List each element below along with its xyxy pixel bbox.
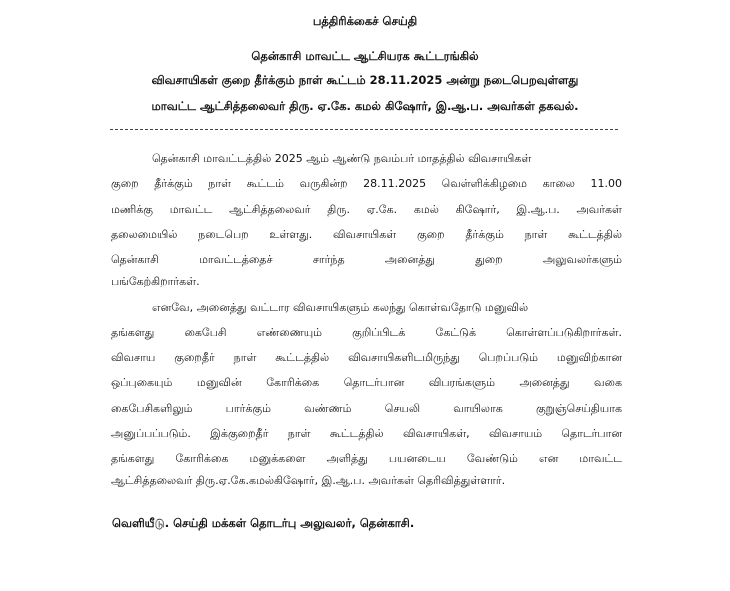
paragraph-1-line-2: குறை தீர்க்கும் நாள் கூட்டம் வருகின்ற 28.11.2025 வெள்ளிக்கிழமை காலை 11.00 — [111, 177, 622, 190]
document-subtitle-line-2: மாவட்ட ஆட்சித்தலைவர் திரு. ஏ.கே. கமல் கிஷோர், இ.ஆ.ப. அவர்கள் தகவல். — [151, 99, 579, 113]
paragraph-2-line-2: தங்களது கைபேசி எண்ணையும் குறிப்பிடக் கேட்டுக் கொள்ளப்படுகிறார்கள். — [111, 326, 622, 339]
paragraph-2-line-3: விவசாய குறைதீர் நாள் கூட்டத்தில் விவசாயிகளிடமிருந்து பெறப்படும் மனுவிற்கான — [111, 351, 622, 364]
paragraph-2-line-1: எனவே, அனைத்து வட்டார விவசாயிகளும் கலந்து கொள்வதோடு மனுவில் — [152, 301, 529, 314]
paragraph-1-line-5: தென்காசி மாவட்டத்தைச் சார்ந்த அனைத்து துறை அலுவலர்களும் — [111, 253, 622, 266]
paragraph-2-line-4: ஒப்புகையும் மனுவின் கோரிக்கை தொடர்பான விபரங்களும் அனைத்து வகை — [111, 376, 622, 389]
paragraph-1-line-6: பங்கேற்கிறார்கள். — [111, 275, 200, 288]
footer-release-note: வெளியீடு. செய்தி மக்கள் தொடர்பு அலுவலர், தென்காசி. — [112, 516, 415, 530]
separator-rule — [110, 129, 618, 130]
paragraph-2-line-6: அனுப்பப்படும். இக்குறைதீர் நாள் கூட்டத்தில் விவசாயிகள், விவசாயம் தொடர்பான — [111, 427, 622, 440]
paragraph-2-line-7: தங்களது கோரிக்கை மனுக்களை அளித்து பயனடைய வேண்டும் என மாவட்ட — [111, 452, 622, 465]
document-label: பத்திரிக்கைச் செய்தி — [312, 14, 418, 28]
paragraph-2-line-5: கைபேசிகளிலும் பார்க்கும் வண்ணம் செயலி வாயிலாக குறுஞ்செய்தியாக — [111, 402, 622, 415]
paragraph-2-line-8: ஆட்சித்தலைவர் திரு.ஏ.கே.கமல்கிஷோர், இ.ஆ.ப. அவர்கள் தெரிவித்துள்ளார். — [111, 474, 506, 487]
paragraph-1-line-4: தலைமையில் நடைபெற உள்ளது. விவசாயிகள் குறை தீர்க்கும் நாள் கூட்டத்தில் — [111, 228, 622, 241]
document-title: தென்காசி மாவட்ட ஆட்சியரக கூட்டரங்கில் — [251, 49, 479, 63]
paragraph-1-line-1: தென்காசி மாவட்டத்தில் 2025 ஆம் ஆண்டு நவம்பர் மாதத்தில் விவசாயிகள் — [152, 152, 532, 165]
paragraph-1-line-3: மணிக்கு மாவட்ட ஆட்சித்தலைவர் திரு. ஏ.கே. கமல் கிஷோர், இ.ஆ.ப. அவர்கள் — [111, 203, 622, 216]
document-subtitle-line-1: விவசாயிகள் குறை தீர்க்கும் நாள் கூட்டம் 28.11.2025 அன்று நடைபெறவுள்ளது — [151, 73, 579, 87]
